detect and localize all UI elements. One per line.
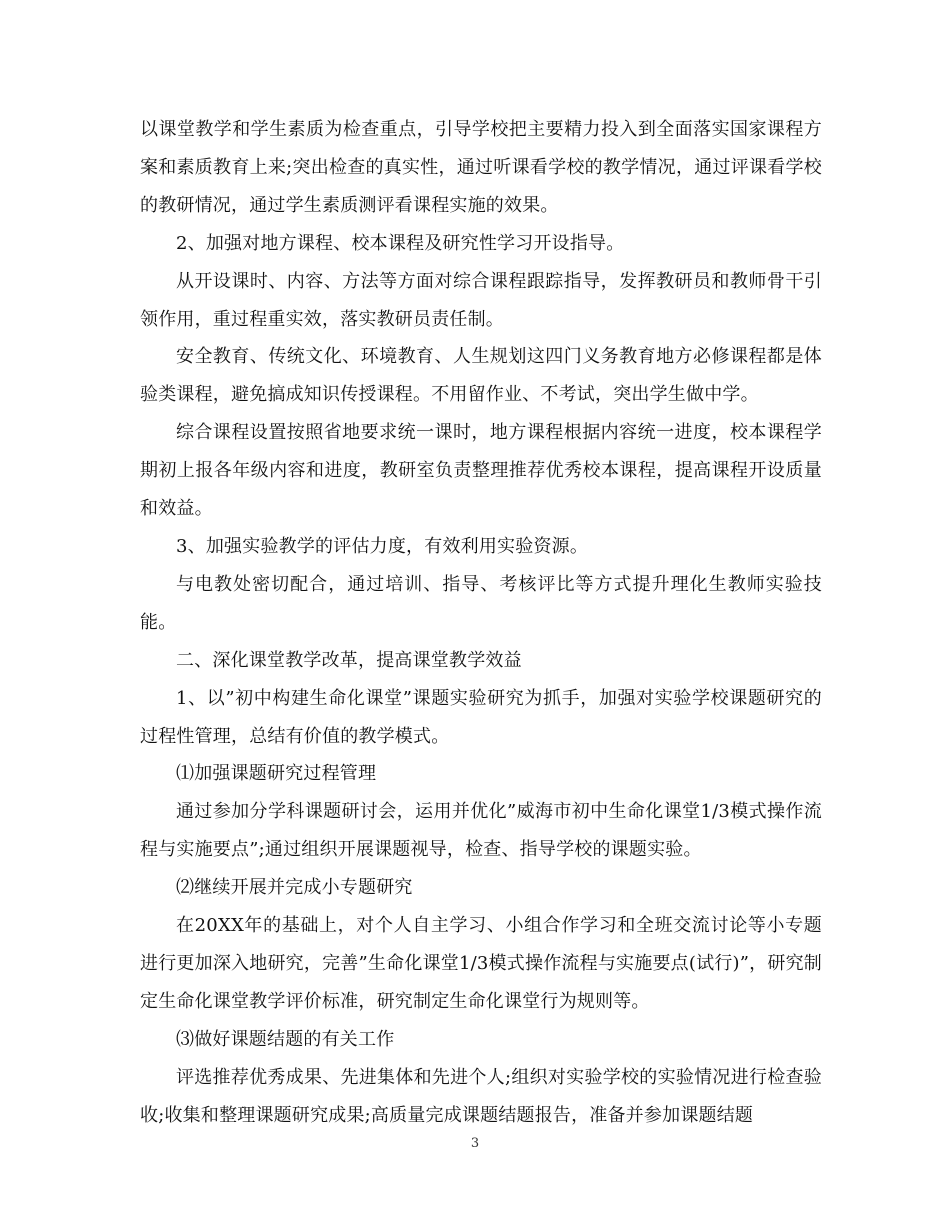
section-heading: 二、深化课堂教学改革，提高课堂教学效益 — [176, 649, 522, 671]
paragraph: 通过参加分学科课题研讨会，运用并优化”威海市初中生命化课堂1/3模式操作流程与实施要点”;通过组织开展课题视导，检查、指导学校的课题实验。 — [140, 801, 822, 861]
paragraph: 在20XX年的基础上，对个人自主学习、小组合作学习和全班交流讨论等小专题进行更加深入地研究，完善”生命化课堂1/3模式操作流程与实施要点(试行)”，研究制定生命化课堂教学评价标准，研究制定生命化课堂行为规则等。 — [140, 915, 822, 1012]
subsection-heading: ⑴加强课题研究过程管理 — [176, 763, 377, 785]
paragraph: 从开设课时、内容、方法等方面对综合课程跟踪指导，发挥教研员和教师骨干引领作用，重过程重实效，落实教研员责任制。 — [140, 270, 822, 330]
section-heading: 3、加强实验教学的评估力度，有效利用实验资源。 — [176, 535, 589, 557]
page-number: 3 — [470, 1136, 480, 1151]
paragraph: 安全教育、传统文化、环境教育、人生规划这四门义务教育地方必修课程都是体验类课程，避免搞成知识传授课程。不用留作业、不考试，突出学生做中学。 — [140, 346, 822, 406]
paragraph: 评选推荐优秀成果、先进集体和先进个人;组织对实验学校的实验情况进行检查验收;收集和整理课题研究成果;高质量完成课题结题报告，准备并参加课题结题 — [140, 1066, 822, 1126]
paragraph: 以课堂教学和学生素质为检查重点，引导学校把主要精力投入到全面落实国家课程方案和素质教育上来;突出检查的真实性，通过听课看学校的教学情况，通过评课看学校的教研情况，通过学生素质测评看课程实施的效果。 — [140, 119, 822, 216]
paragraph: 与电教处密切配合，通过培训、指导、考核评比等方式提升理化生教师实验技能。 — [140, 573, 822, 633]
subsection-heading: ⑶做好课题结题的有关工作 — [176, 1028, 395, 1050]
section-heading: 2、加强对地方课程、校本课程及研究性学习开设指导。 — [176, 232, 625, 254]
subsection-heading: ⑵继续开展并完成小专题研究 — [176, 877, 413, 899]
document-body — [140, 111, 822, 1134]
section-heading: 1、以”初中构建生命化课堂”课题实验研究为抓手，加强对实验学校课题研究的过程性管理，总结有价值的教学模式。 — [140, 687, 822, 747]
paragraph: 综合课程设置按照省地要求统一课时，地方课程根据内容统一进度，校本课程学期初上报各年级内容和进度，教研室负责整理推荐优秀校本课程，提高课程开设质量和效益。 — [140, 422, 822, 520]
